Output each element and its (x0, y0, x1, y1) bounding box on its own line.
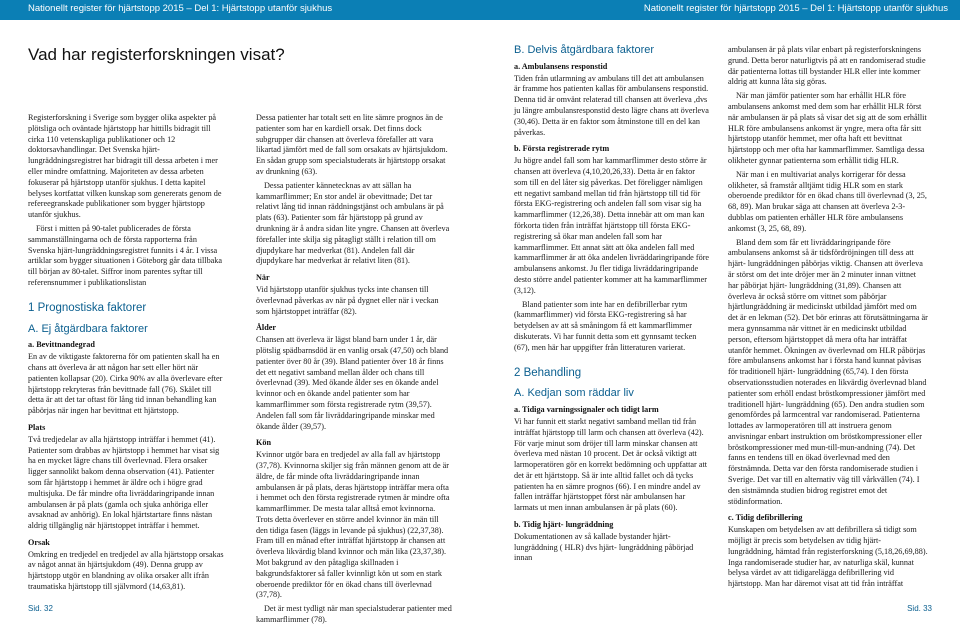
heading-witnessed: a. Bevittnandegrad (28, 340, 95, 350)
running-header-right: Nationellt register för hjärtstopp 2015 – Del 1: Hjärtstopp utanför sjukhus (643, 3, 948, 14)
page-number-left: Sid. 32 (28, 604, 53, 613)
header-bar-right (480, 0, 960, 20)
header-bar-left (0, 0, 480, 20)
paragraph-cpr-4: Bland dem som får ett livräddaringripande före ambulansens ankomst så är tidsfördröjningen till dess att hjärt- lungräddningen påbörjas viktig. Chansen att överleva är störst om det inte dröjer mer än 2 minuter innan vittnet har påbörjat hjärt- lungräddning (31,89). Chansen att överleva är också större om vittnet som påbörjar hjärtlungräddning är medicinskt utbildad jämfört med om det är en lekman (52). Det bör erinras att förutsättningarna är mera gynnsamma när vittnet är en medicinskt utbildad person, eftersom hjärtstoppet då mera ofta har inträffat utanför hemmet. Ökningen av överlevnad om HLR påbörjas före ambulansens ankomst har i första hand kunnat påvisas för traditionell hjärt- lungräddning (65,74). I den första observationsstudien noterades en likvärdig överlevnad bland patienter som erhöll endast bröstkompressioner jämfört med traditionell hjärt- lungräddning (65). Den andra studien som genomfördes på larmcentral var randomiserad. Patienterna lottades av larmoperatören till att instruera genom anvisningar enbart instruktion om bröstkompressioner eller bröstkompressioner med mun-till-mun-andning (74). Det fanns en tendens till en ökad överlevnad med den förstnämnda. Detta var den första randomiserade studien i Sverige. Det var till en alternativ väg till vårkvällen (74). I den sistnämnda studien bidrog registret emot det stödinformation. (728, 237, 928, 506)
intro-paragraph-2: Först i mitten på 90-talet publicerades de första sammanställningarna och de första rapporterna från Svenska hjärt-lungräddningsregistret funnits i 4 år. I vissa artiklar som bygger situationen i Göteborg går data tillbaka till början av 80-talet. Siffror inom parentes syftar till referensnummer i publikationslistan (28, 223, 223, 287)
heading-age: Ålder (256, 323, 277, 333)
column-3 (514, 45, 710, 567)
paragraph-age: Chansen att överleva är lägst bland barn under 1 år, där plötslig spädbarnsdöd är en vanlig orsak (47,50) och bland patienter över 80 år (39). Bland patienter över 18 år finns det ett negativt samband mellan ålder och chans till överlevnad (39). Med ökande ålder ses en ökande andel kvinnor och en ökande andel patienter som har kammarflimmer som första registrerade rytm (39,57). Andelen fall som får livräddaringripande minskar med ökande ålder (39,57). (256, 335, 449, 431)
heading-when: När (256, 273, 270, 283)
paragraph-sex: Kvinnor utgör bara en tredjedel av alla fall av hjärtstopp (37,78). Kvinnorna skiljer sig från männen genom att de är äldre, de får minde ofta livräddaringripande innan ambulansen är på plats, deras hjärtstopp inträffar mera ofta i hemmet och den första registrerade rytmen är mindre ofta kammarflimmer. De mesta talar alltså emot kvinnorna. Trots detta överlever en större andel kvinnor än män till den tidiga fasen (läggs in levande på sjukhus) (22,37,38). Fram till en månad efter inträffat hjärtstopp är chansen att överleva likvärdig bland kvinnor och män lika (23,37,38). Mot bakgrund av den påtagliga skillnaden i bakgrundsfaktorer så faller kvinnligt kön ut som en stark oberoende prediktor för en ökad chans till överlevnad (37,78). (256, 450, 450, 600)
heading-first-rhythm: b. Första registrerade rytm (514, 144, 610, 154)
section-heading-prognostic: 1 Prognostiska faktorer (28, 301, 147, 314)
paragraph-first-rhythm-2: Bland patienter som inte har en defibrillerbar rytm (kammarflimmer) vid första EKG-registrering så har betydelsen av att så småningom få ett kammarflimmer diskuterats. Vi har funnit detta som ett gynnsamt tecken (67), men här har uppgifter från litteraturen varierat. (514, 299, 697, 352)
heading-place: Plats (28, 422, 46, 432)
running-header-left: Nationellt register för hjärtstopp 2015 – Del 1: Hjärtstopp utanför sjukhus (28, 3, 333, 14)
column-4 (728, 45, 928, 593)
paragraph-witnessed: En av de viktigaste faktorerna för om patienten skall ha en chans att överleva är att någon har sett eller hört när patienten kollapsar (20). Cirka 90% av alla överlevare efter hjärtstopp rekryteras från bevittnade fall (76). Skälet till detta är att det tar oftast för lång tid innan behandling kan påbörjas när ingen har bevittnat ett hjärtstopp. (28, 352, 223, 416)
paragraph-first-rhythm: Ju högre andel fall som har kammarflimmer desto större är chansen att överleva (4,10,20,26,33). Detta är en faktor som till en del låter sig påverkas. Det föreligger nämligen ett negativt samband mellan tid från hjärtstopp till tid för första EKG-registrering och andelen fall som visar sig ha kammarflimmer (12,26,38). Detta innebär att om man kan förkorta tiden från inträffat hjärtstopp till första EKG-registrering så ökar man andelen fall som har kammarflimmer. Ett annat sätt att öka andelen fall med kammarflimmer är att öka andelen livräddaringripande före ambulansens ankomst. Ju fler tidiga livräddaringripande desto större andel patienter kommer att ha kammarflimmer (3,12). (514, 156, 710, 295)
subsection-heading-chain: A. Kedjan som räddar liv (514, 387, 634, 400)
subsection-heading-non-modifiable: A. Ej åtgärdbara faktorer (28, 322, 148, 335)
page-number-right: Sid. 33 (907, 604, 932, 613)
heading-sex: Kön (256, 438, 272, 448)
heading-response-time: a. Ambulansens responstid (514, 61, 608, 71)
paragraph-cpr-3: När man i en multivariat analys korrigerar för dessa olikheter, så framstår alltjämt tidig HLR som en stark oberoende prediktor för en ökad chans till överlevnad (3, 25, 68, 89). Man brukar säga att chansen att överleva 2-3-dubblas om patienten erhåller HLR före ambulansens ankomst (3, 25, 68, 89). (728, 169, 927, 233)
heading-cause: Orsak (28, 537, 50, 547)
column-1 (28, 113, 224, 596)
paragraph-early-cpr: Dokumentationen av så kallade bystander hjärt-lungräddning ( HLR) dvs hjärt- lungräddning påbörjad innan (514, 531, 694, 563)
column-2 (256, 113, 452, 629)
heading-early-alarm: a. Tidiga varningssignaler och tidigt larm (514, 405, 659, 415)
paragraph-drowning: Dessa patienter kännetecknas av att sällan ha kammarflimmer; En stor andel är obevittnade; Det tar relativt lång tid innan räddningstjänst och ambulans är på plats (63). Patienter som får hjärtstopp på grund av drunkning är å andra sidan lite yngre. Chansen att överleva förefaller inte skilja sig påtagligt ställt i relation till om djupdykare har medverkat (81). Andelen fall där djupdykare har medverkat är relativt liten (81). (256, 180, 450, 266)
paragraph-place: Två tredjedelar av alla hjärtstopp inträffar i hemmet (41). Patienter som drabbas av hjärtstopp i hemmet har visat sig ha en mycket lägre chans till överlevnad. Flera orsaker ligger sannolikt bakom denna observation (41). Patienter som får hjärtstopp i hemmet är äldre och i högre grad multisjuka. De får mindre ofta livräddaringripande innan ambulansen är på plats (gamla och sjuka anhöriga eller avsaknad av anhörig). En lokal hjärtstartare finns nästan aldrig tillgänglig när hjärtstoppet inträffar i hemmet. (28, 434, 220, 531)
paragraph-response-time: Tiden från utlarmning av ambulans till det att ambulansen är framme hos patienten kallas för ambulansens responstid. Denna tid är omvänt relaterad till chansen att överleva ,dvs ju längre ambulansresponstid desto lägre chans att överleva (30,46). Detta är en faktor som åtminstone till en del kan påverkas. (514, 73, 709, 137)
paragraph-cause-cont: Dessa patienter har totalt sett en lite sämre prognos än de patienter som har en kardiell orsak. Det finns dock subgrupper där chansen att överleva förefaller att vara likartad jämfört med de fall som orsakats av hjärtsjukdom. En sådan grupp som specialstuderats är hjärtstopp orsakat av drunkning (63). (256, 113, 448, 176)
heading-early-cpr: b. Tidig hjärt- lungräddning (514, 520, 614, 530)
section-heading-treatment: 2 Behandling (514, 366, 582, 379)
paragraph-cpr-1: ambulansen är på plats vilar enbart på registerforskningens grund. Detta beror naturligtvis på att en randomiserad studie där patienterna lottas till bystander HLR eller inte kommer aldrig att kunna låta sig göras. (728, 45, 926, 87)
subsection-heading-partly-modifiable: B. Delvis åtgärdbara faktorer (514, 44, 655, 56)
paragraph-cause: Omkring en tredjedel en tredjedel av alla hjärtstopp orsakas av något annat än hjärtsjukdom (49). Denna grupp av hjärtstopp utgör en blandning av olika orsaker allt ifrån traumatiska hjärtstopp till självmord (14,63,81). (28, 549, 224, 592)
intro-paragraph-1: Registerforskning i Sverige som bygger olika aspekter på plötsliga och oväntade hjärtstopp har hittills bidragit till cirka 110 vetenskapliga publikationer och 12 doktorsavhandlingar. Det Svenska hjärt-lungräddningsregistret har bidragit till dessa arbeten i mer eller mindre omfattning. Majoriteten av dessa arbeten fokuserar på hjärtstopp utanför sjukhus. I detta kapitel belyses kortfattat vilken kunskap som genererats genom de refereegranskade publikationer som bygger hjärtstopp utanför sjukhus. (28, 113, 222, 220)
paragraph-when: Vid hjärtstopp utanför sjukhus tycks inte chansen till överlevnad påverkas av när på dygnet eller när i veckan som hjärtstoppet inträffar (82). (256, 284, 439, 316)
paragraph-early-alarm: Vi har funnit ett starkt negativt samband mellan tid från inträffat hjärtstopp till larm och chansen att överleva (42). För varje minut som dröjer till larm minskar chansen att överleva med nästan 10 procent. Det är också viktigt att larmoperatören gör en korrekt bedömning och uppfattar att det är ett hjärtstopp. Så är inte alltid fallet och då tycks patienten ha en sämre prognos (66). I en mindre andel av fallen inträffar hjärtstoppet först när ambulansen har larmats ut men innan ambulansen är på plats (60). (514, 416, 708, 513)
heading-early-defib: c. Tidig defibrillering (728, 513, 803, 523)
paragraph-cpr-2: När man jämför patienter som har erhållit HLR före ambulansens ankomst med dem som har erhållit HLR först när ambulansen är på plats så visar det sig att de som erhållit HLR före ambulansens ankomst är yngre, mera ofta får sitt hjärtstopp utanför hemmet, mer ofta haft ett bevittnat hjärtstopp och mer ofta har kammarflimmer. Samtliga dessa olikheter gynnar patienterna som erhållit tidig HLR. (728, 91, 927, 165)
paragraph-sex-2: Det är mest tydligt när man specialstuderar patienter med kammarflimmer (78). (256, 604, 452, 625)
page-title: Vad har registerforskningen visat? (28, 45, 285, 64)
paragraph-early-defib: Kunskapen om betydelsen av att defibrillera så tidigt som möjligt är precis som betydelsen av tidig hjärt- lungräddning, hämtad från registerforskning (5,18,26,69,88). Inga randomiserade studier har, av naturliga skäl, kunnat belysa värdet av att tidigarelägga defibrillering vid hjärtstopp. Man har däremot visat att tid från inträffat (728, 525, 928, 589)
